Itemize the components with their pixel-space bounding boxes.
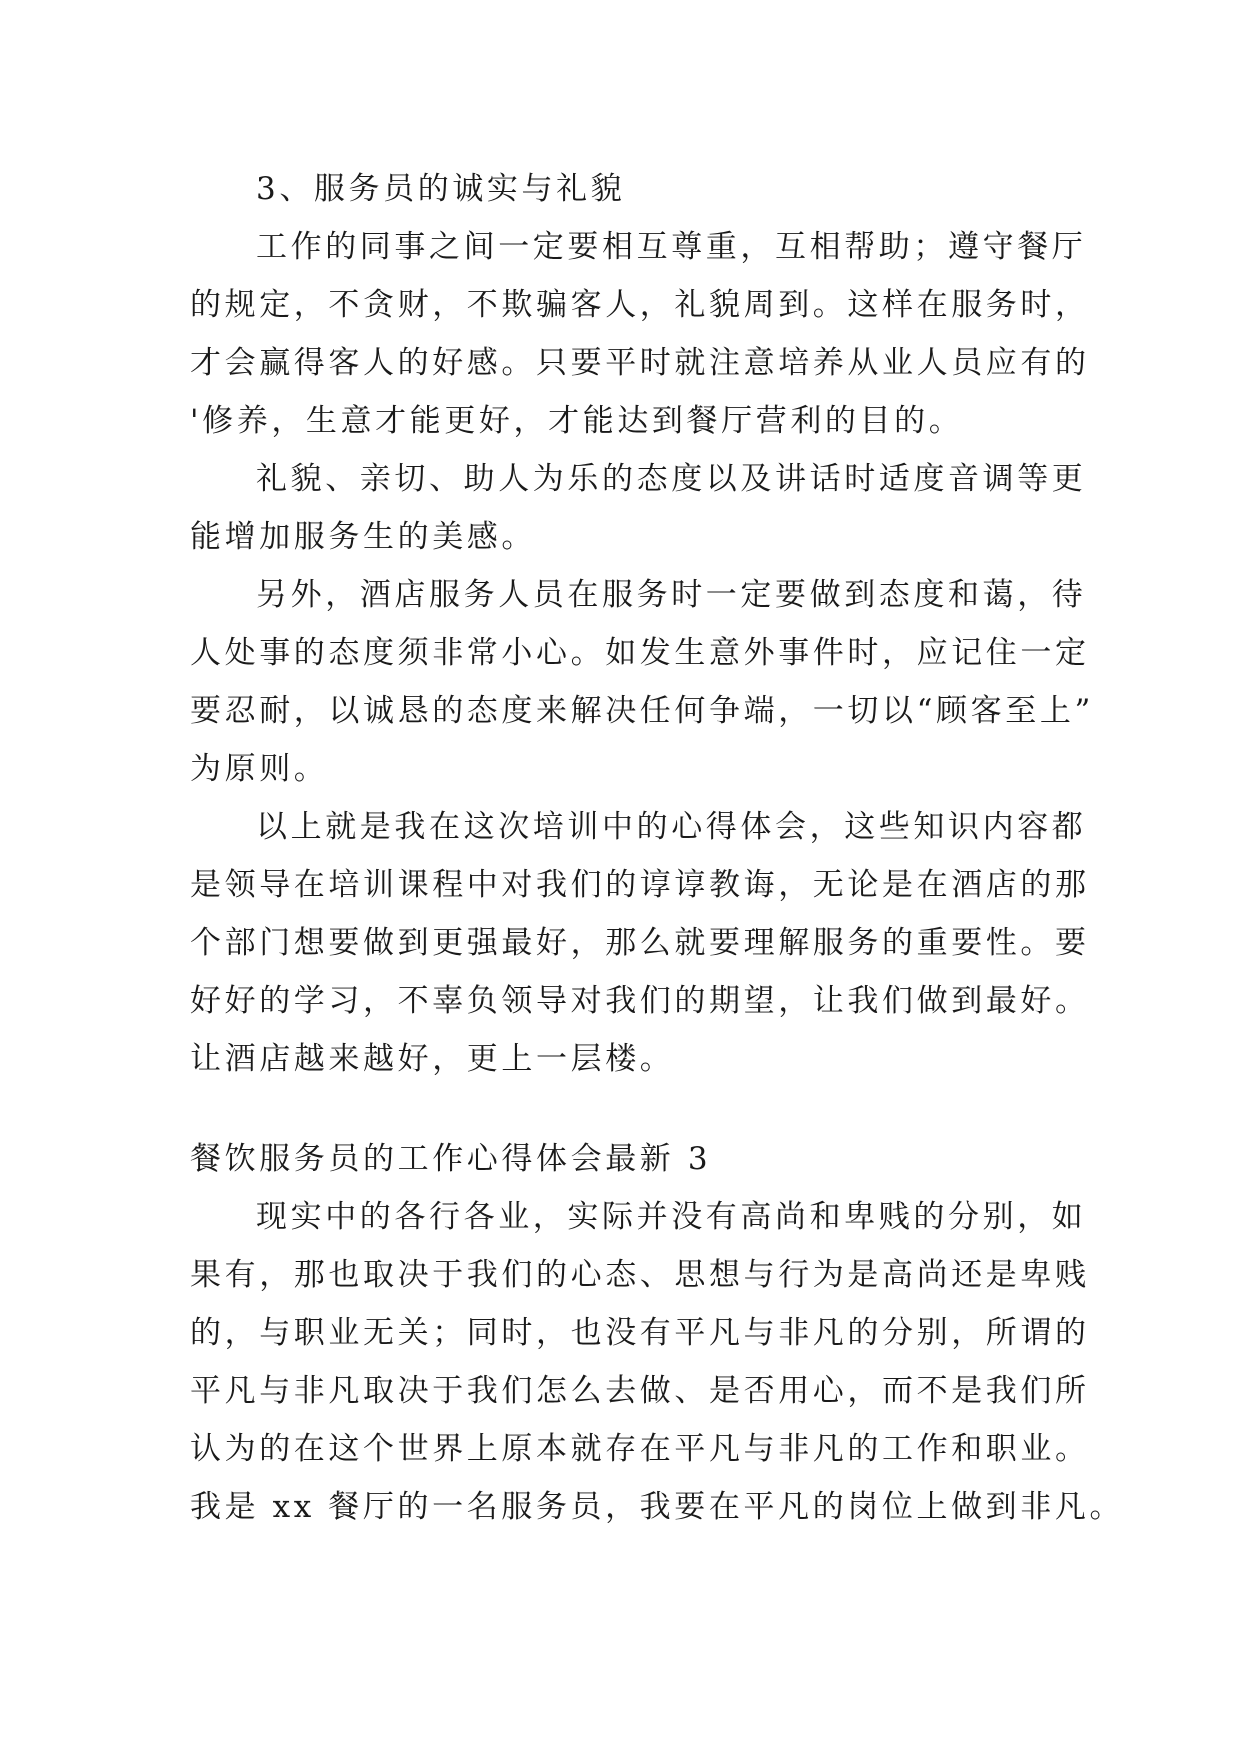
text-line: 好好的学习，不辜负领导对我们的期望，让我们做到最好。	[190, 983, 1090, 1019]
paragraph-attitude	[190, 566, 1094, 798]
text-line: 认为的在这个世界上原本就存在平凡与非凡的工作和职业。	[190, 1431, 1090, 1467]
text-line: 果有，那也取决于我们的心态、思想与行为是高尚还是卑贱	[190, 1257, 1090, 1293]
paragraph-politeness	[190, 450, 1087, 566]
section-spacer	[190, 1088, 1070, 1130]
text-line: 我是 xx 餐厅的一名服务员，我要在平凡的岗位上做到非凡。	[190, 1489, 1125, 1525]
article-title: 餐饮服务员的工作心得体会最新 3	[190, 1141, 712, 1177]
text-line: 为原则。	[190, 751, 329, 787]
text-line: 现实中的各行各业，实际并没有高尚和卑贱的分别，如	[256, 1199, 1087, 1235]
section-heading: 3、服务员的诚实与礼貌	[256, 171, 626, 207]
text-line: 才会赢得客人的好感。只要平时就注意培养从业人员应有的	[190, 345, 1090, 381]
text-line: 个部门想要做到更强最好，那么就要理解服务的重要性。要	[190, 925, 1090, 961]
paragraph-ordinary-extraordinary	[190, 1188, 1125, 1536]
text-line: 是领导在培训课程中对我们的谆谆教诲，无论是在酒店的那	[190, 867, 1090, 903]
text-line: 让酒店越来越好，更上一层楼。	[190, 1041, 675, 1077]
text-line: 礼貌、亲切、助人为乐的态度以及讲话时适度音调等更	[256, 461, 1087, 497]
text-line: 的，与职业无关；同时，也没有平凡与非凡的分别，所谓的	[190, 1315, 1090, 1351]
text-line: 能增加服务生的美感。	[190, 519, 536, 555]
text-line: 以上就是我在这次培训中的心得体会，这些知识内容都	[256, 809, 1087, 845]
document-body	[190, 160, 1125, 1536]
text-line: 平凡与非凡取决于我们怎么去做、是否用心，而不是我们所	[190, 1373, 1090, 1409]
text-line: 另外，酒店服务人员在服务时一定要做到态度和蔼，待	[256, 577, 1087, 613]
text-line: 人处事的态度须非常小心。如发生意外事件时，应记住一定	[190, 635, 1090, 671]
paragraph-respect	[190, 218, 1090, 450]
text-line: 要忍耐，以诚恳的态度来解决任何争端，一切以“顾客至上”	[190, 693, 1094, 729]
text-line: 工作的同事之间一定要相互尊重，互相帮助；遵守餐厅	[256, 229, 1087, 265]
paragraph-conclusion	[190, 798, 1090, 1088]
text-line: 的规定，不贪财，不欺骗客人，礼貌周到。这样在服务时，	[190, 287, 1090, 323]
text-line: '修养，生意才能更好，才能达到餐厅营利的目的。	[190, 403, 964, 439]
